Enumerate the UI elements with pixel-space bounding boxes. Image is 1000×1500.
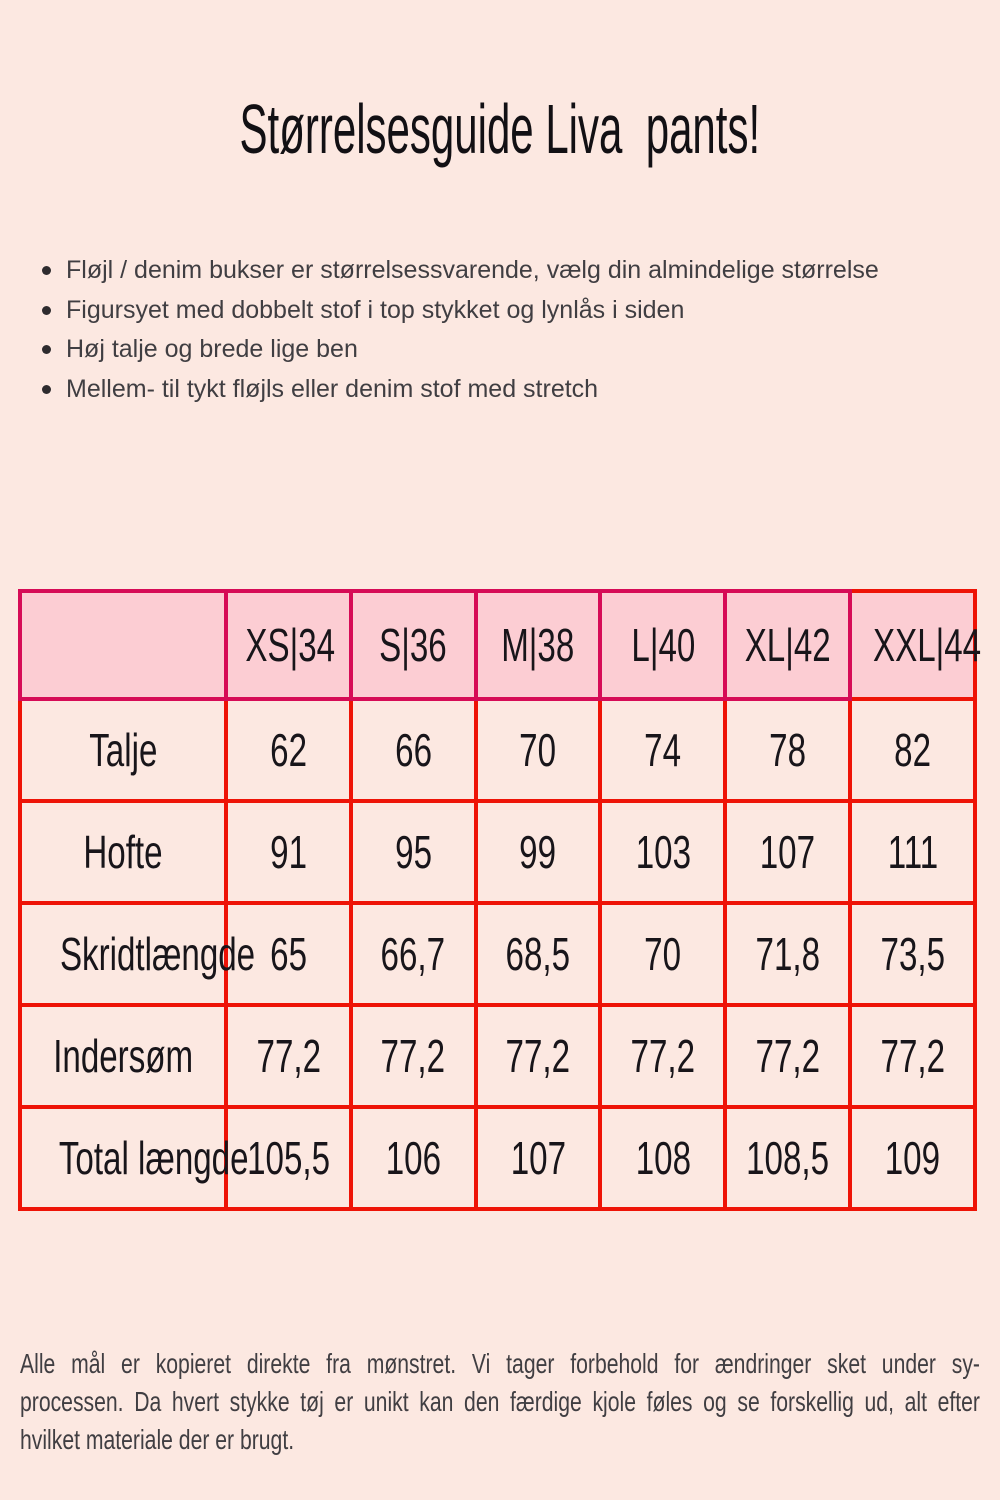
cell-text: 109 xyxy=(884,1132,941,1184)
cell-text: 68,5 xyxy=(505,928,571,980)
table-row xyxy=(20,801,975,903)
cell-text: 73,5 xyxy=(880,928,945,980)
list-item xyxy=(42,330,1000,370)
cell-text: 77,2 xyxy=(755,1030,820,1082)
cell-text: 107 xyxy=(510,1132,566,1184)
cell-text: 99 xyxy=(519,826,557,878)
list-item xyxy=(42,251,1000,291)
list-item-text: Mellem- til tykt fløjls eller denim stof med stretch xyxy=(66,374,599,403)
measurement-cell xyxy=(476,801,601,903)
cell-text: 91 xyxy=(269,826,307,878)
size-column-header xyxy=(600,591,725,699)
page-title xyxy=(0,90,1000,168)
cell-text: 74 xyxy=(644,724,682,776)
size-column-header xyxy=(476,591,601,699)
cell-text: 77,2 xyxy=(630,1030,696,1082)
measurement-cell xyxy=(226,1005,351,1107)
list-item xyxy=(42,291,1000,331)
size-column-header xyxy=(850,591,982,699)
list-item-text: Fløjl / denim bukser er størrelsessvarende, vælg din almindelige størrelse xyxy=(66,256,879,284)
measurement-cell xyxy=(476,699,601,801)
cell-text: 103 xyxy=(635,826,691,878)
list-item-text: Figursyet med dobbelt stof i top stykket og lynlås i siden xyxy=(66,295,685,324)
measurement-cell xyxy=(351,801,476,903)
measurement-cell xyxy=(725,1107,850,1209)
table-row xyxy=(20,699,975,801)
list-item-text: Høj talje og brede lige ben xyxy=(66,335,358,363)
cell-text: Talje xyxy=(88,724,158,776)
measurement-cell xyxy=(351,1005,476,1107)
measurement-cell xyxy=(351,903,476,1005)
measurement-cell xyxy=(850,1107,975,1209)
cell-text: 108 xyxy=(635,1132,691,1184)
size-table xyxy=(18,589,982,1211)
cell-text: 95 xyxy=(394,826,432,878)
measurement-cell xyxy=(600,1005,725,1107)
measurement-cell xyxy=(226,699,351,801)
cell-text: 78 xyxy=(769,724,807,776)
cell-text: Total længde xyxy=(58,1132,249,1184)
cell-text: Indersøm xyxy=(53,1030,193,1082)
cell-text: 77,2 xyxy=(256,1030,321,1082)
measurement-cell xyxy=(725,699,850,801)
row-label xyxy=(20,903,256,1005)
table-row xyxy=(20,1005,975,1107)
disclaimer-line: processen. Da hvert stykke tøj er unikt kan den færdige kjole føles og se forskellig ud, alt efter xyxy=(20,1386,980,1417)
measurement-cell xyxy=(600,1107,725,1209)
feature-list xyxy=(42,251,1000,409)
measurement-disclaimer xyxy=(20,1345,980,1459)
measurement-cell xyxy=(351,1107,476,1209)
measurement-cell xyxy=(850,699,975,801)
cell-text: 82 xyxy=(894,724,931,776)
cell-text: 70 xyxy=(644,928,682,980)
size-table-header xyxy=(20,591,982,699)
measurement-cell xyxy=(226,801,351,903)
size-column-header xyxy=(725,591,850,699)
measurement-cell xyxy=(476,1107,601,1209)
measurement-cell xyxy=(725,801,850,903)
measurement-cell xyxy=(725,1005,850,1107)
measurement-disclaimer-text xyxy=(20,1345,980,1459)
cell-text: 106 xyxy=(385,1132,441,1184)
measurement-cell xyxy=(850,1005,975,1107)
page-title-text: Størrelsesguide Liva pants! xyxy=(239,90,761,168)
table-row xyxy=(20,903,975,1005)
table-row xyxy=(20,1107,975,1209)
row-label xyxy=(20,699,226,801)
cell-text: Skridtlængde xyxy=(59,928,256,980)
disclaimer-line: hvilket materiale der er brugt. xyxy=(20,1424,295,1455)
row-label xyxy=(20,801,226,903)
cell-text: XL|42 xyxy=(744,619,831,671)
measurement-cell xyxy=(351,699,476,801)
cell-text: XS|34 xyxy=(245,619,336,671)
cell-text: Hofte xyxy=(83,826,163,878)
bullet-icon xyxy=(42,266,51,275)
disclaimer-line: Alle mål er kopieret direkte fra mønstret. Vi tager forbehold for ændringer sket under sy- xyxy=(20,1348,980,1379)
measurement-cell xyxy=(725,903,850,1005)
size-column-header xyxy=(351,591,476,699)
cell-text: 108,5 xyxy=(746,1132,830,1184)
bullet-icon xyxy=(42,306,51,315)
cell-text: 77,2 xyxy=(505,1030,571,1082)
size-column-header xyxy=(226,591,351,699)
size-table-header-row xyxy=(20,591,975,699)
cell-text: 71,8 xyxy=(755,928,820,980)
cell-text: 62 xyxy=(269,724,307,776)
measurement-cell xyxy=(476,903,601,1005)
cell-text: 77,2 xyxy=(381,1030,446,1082)
bullet-icon xyxy=(42,385,51,394)
cell-text: 66,7 xyxy=(381,928,446,980)
measurement-cell xyxy=(600,903,725,1005)
measurement-cell xyxy=(850,903,975,1005)
cell-text: 70 xyxy=(519,724,557,776)
measurement-cell xyxy=(600,801,725,903)
bullet-icon xyxy=(42,345,51,354)
cell-text: M|38 xyxy=(501,619,575,671)
measurement-cell xyxy=(476,1005,601,1107)
row-label xyxy=(20,1107,249,1209)
corner-cell xyxy=(20,591,226,699)
cell-text: 107 xyxy=(760,826,816,878)
cell-text: 105,5 xyxy=(246,1132,330,1184)
measurement-cell xyxy=(850,801,975,903)
cell-text: S|36 xyxy=(379,619,448,671)
measurement-cell xyxy=(600,699,725,801)
size-guide-page xyxy=(0,90,1000,1500)
list-item xyxy=(42,370,1000,410)
cell-text: 77,2 xyxy=(880,1030,945,1082)
cell-text: L|40 xyxy=(630,619,695,671)
cell-text: 65 xyxy=(269,928,307,980)
cell-text: 66 xyxy=(394,724,432,776)
cell-text: 111 xyxy=(887,826,938,878)
cell-text: XXL|44 xyxy=(873,619,982,671)
row-label xyxy=(20,1005,226,1107)
size-table-body xyxy=(20,699,975,1209)
